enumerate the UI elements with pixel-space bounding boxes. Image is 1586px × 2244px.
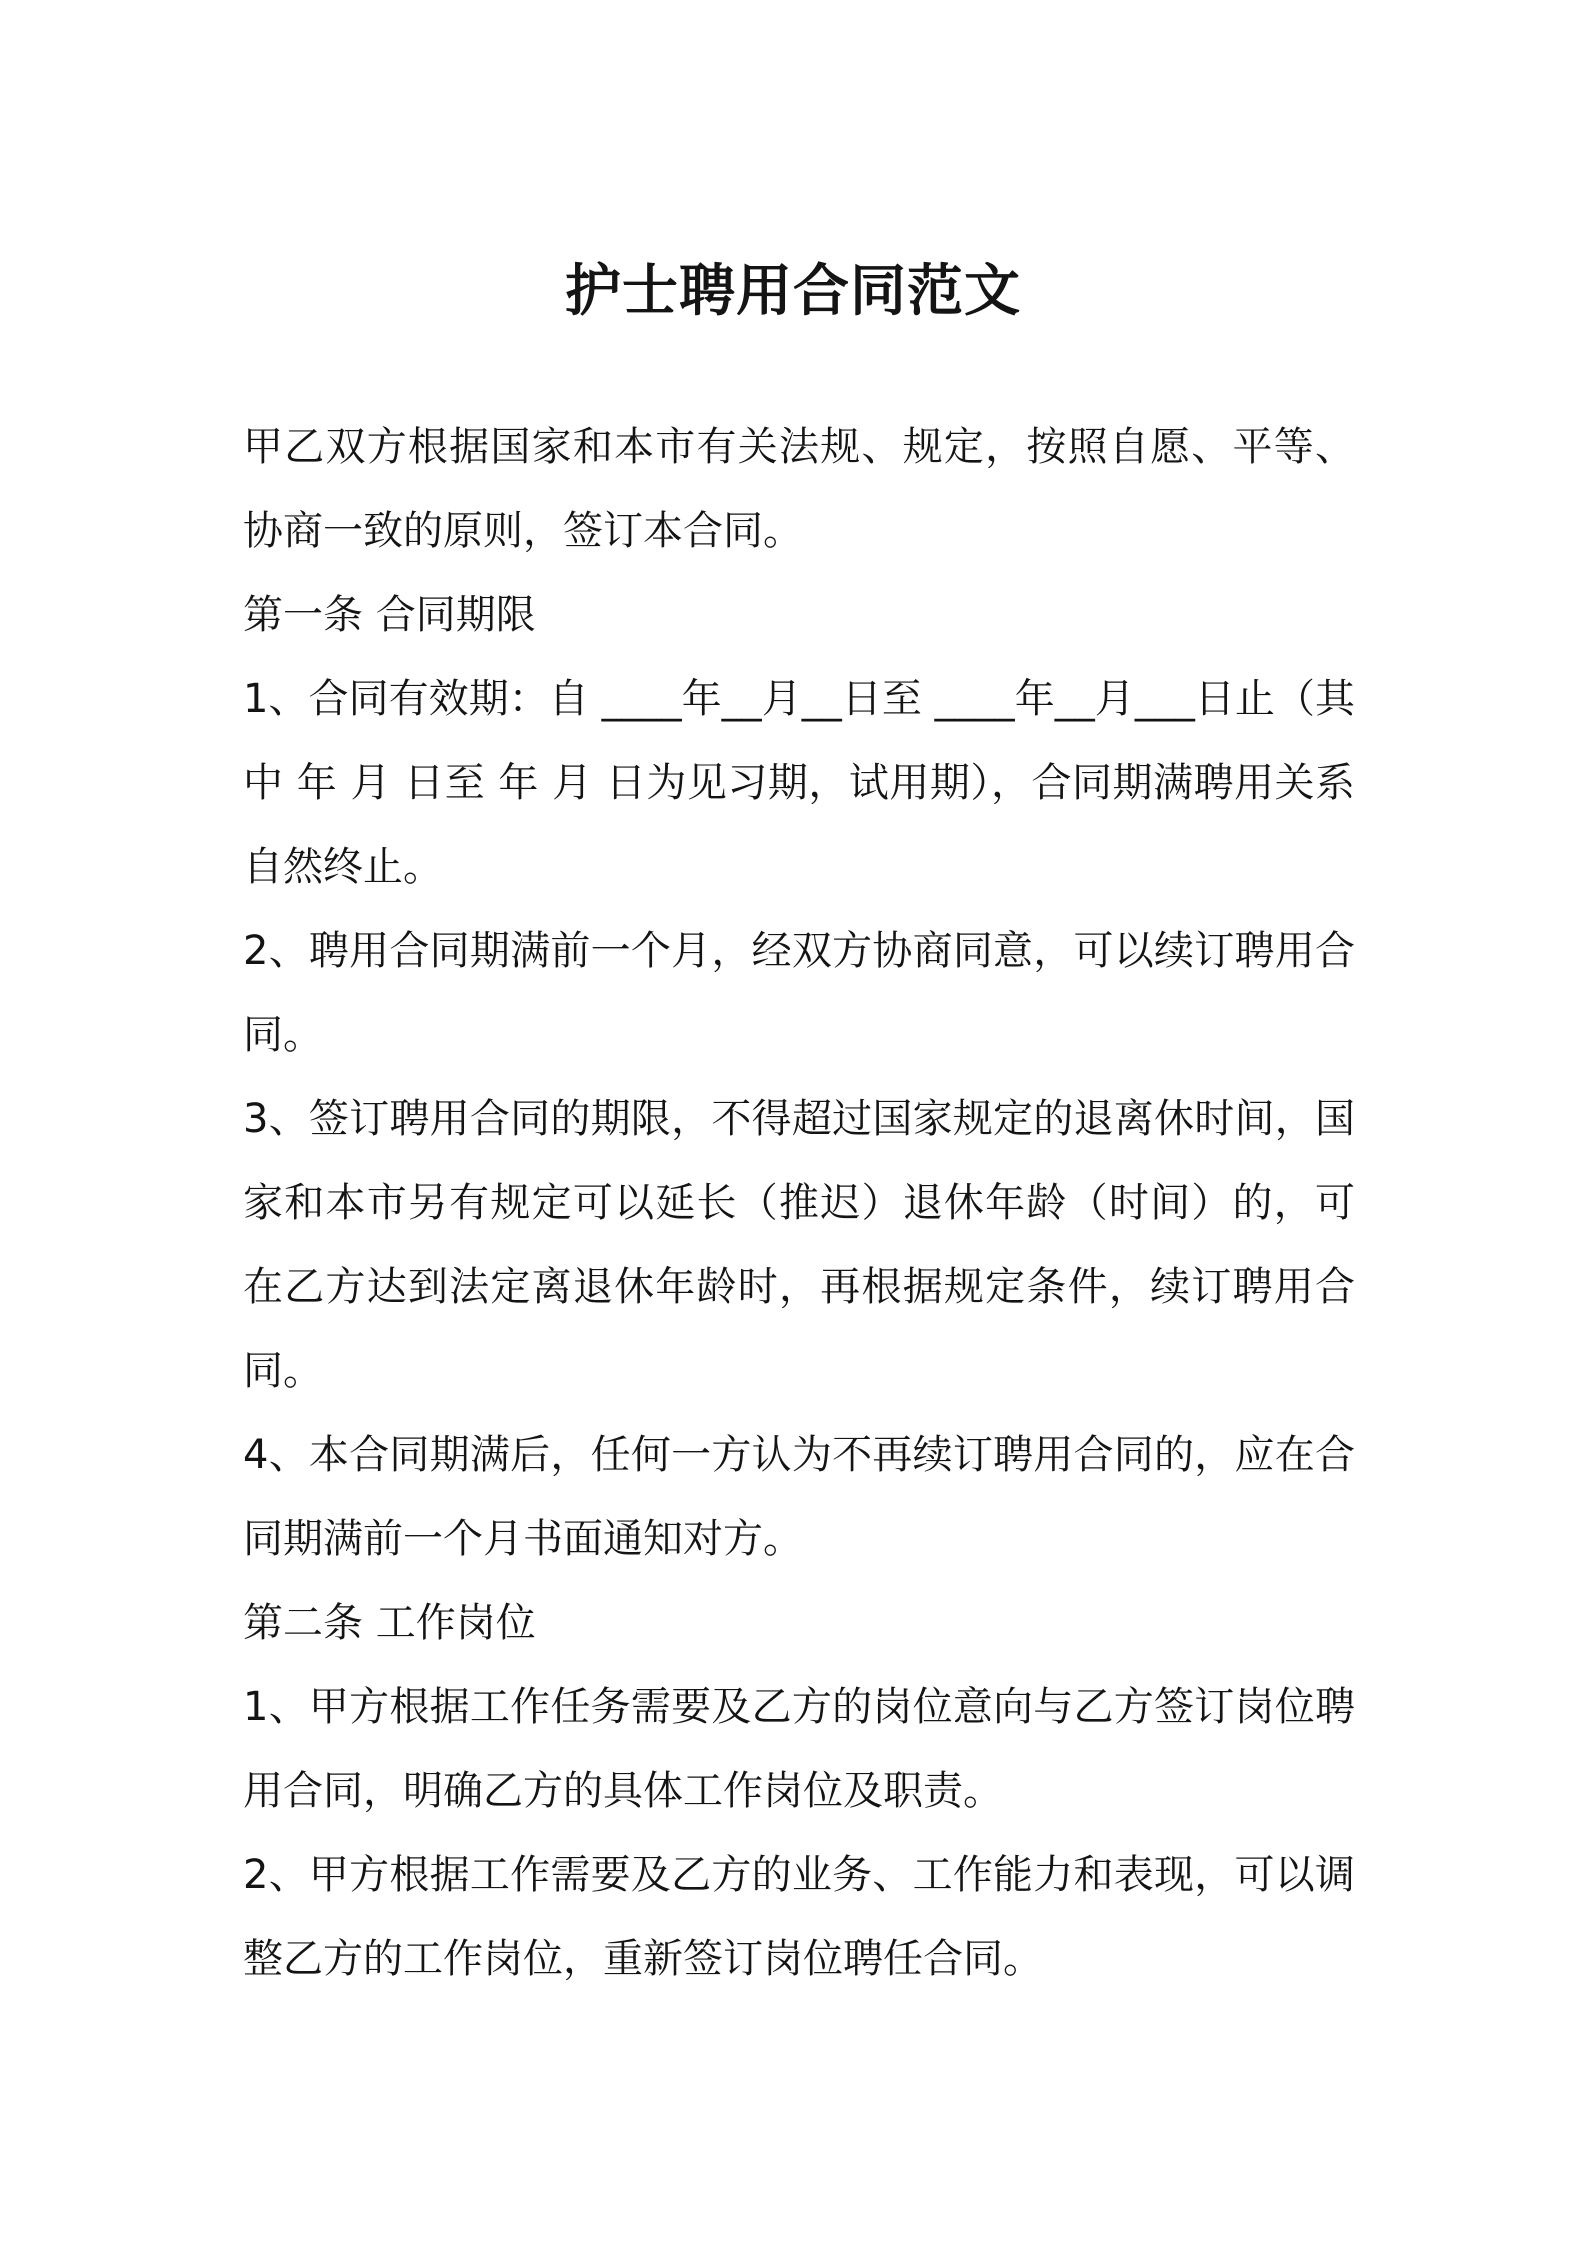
- article-1-clause-1: 1、合同有效期：自 ____年__月__日至 ____年__月___日止（其中 年 月 日至 年 月 日为见习期，试用期），合同期满聘用关系自然终止。: [243, 676, 1355, 890]
- article-1-heading: 第一条 合同期限: [243, 592, 536, 638]
- document-body: [243, 405, 1355, 2001]
- article-1-clause-2: 2、聘用合同期满前一个月，经双方协商同意，可以续订聘用合同。: [243, 928, 1355, 1058]
- article-2-clause-1: 1、甲方根据工作任务需要及乙方的岗位意向与乙方签订岗位聘用合同，明确乙方的具体工作岗位及职责。: [243, 1684, 1355, 1814]
- article-2-clause-2: 2、甲方根据工作需要及乙方的业务、工作能力和表现，可以调整乙方的工作岗位，重新签订岗位聘任合同。: [243, 1852, 1355, 1982]
- article-1-clause-4: 4、本合同期满后，任何一方认为不再续订聘用合同的，应在合同期满前一个月书面通知对方。: [243, 1432, 1355, 1562]
- intro-paragraph: 甲乙双方根据国家和本市有关法规、规定，按照自愿、平等、协商一致的原则，签订本合同。: [243, 424, 1355, 554]
- article-2-heading: 第二条 工作岗位: [243, 1600, 536, 1646]
- document-title: 护士聘用合同范文: [565, 259, 1021, 324]
- article-1-clause-3: 3、签订聘用合同的期限，不得超过国家规定的退离休时间，国家和本市另有规定可以延长（推迟）退休年龄（时间）的，可在乙方达到法定离退休年龄时，再根据规定条件，续订聘用合同。: [243, 1096, 1355, 1394]
